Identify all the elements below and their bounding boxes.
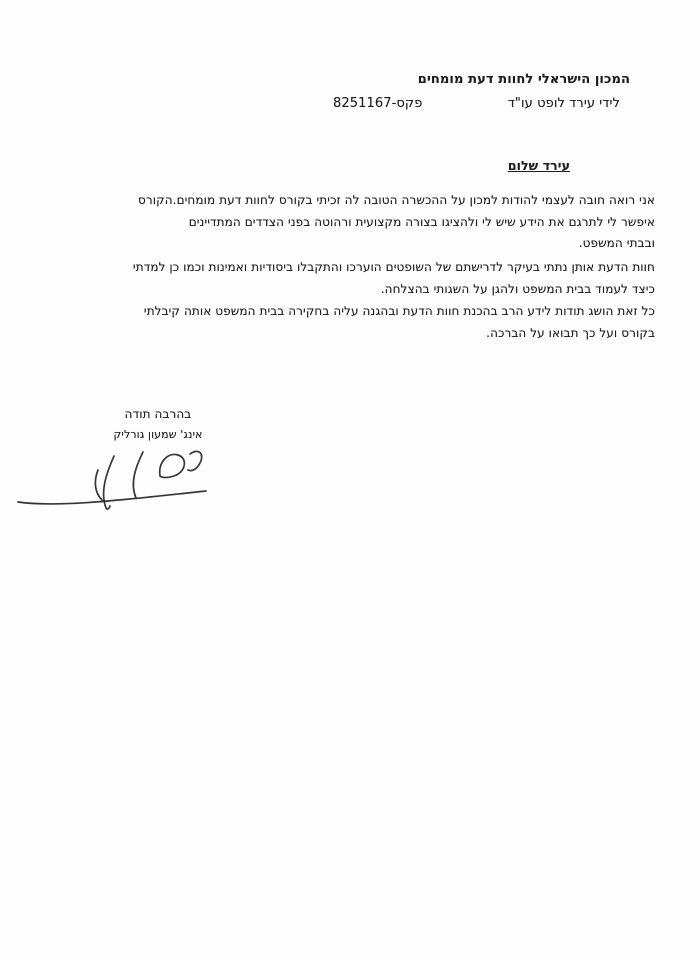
body-line: בקורס ועל כך תבואו על הברכה. — [486, 325, 655, 340]
letter-addressee: לידי עירד לופט עו"ד — [507, 96, 620, 111]
letter-header-organization: המכון הישראלי לחוות דעת מומחים — [417, 72, 630, 87]
closing-thanks: בהרבה תודה — [124, 407, 192, 421]
letter-header-recipient-row — [333, 96, 620, 111]
body-line: כל זאת הושג תודות לידע הרב בהכנת חוות הדעת ובהגנה עליה בחקירה בבית המשפט אותה קיבלתי — [143, 304, 655, 318]
body-line: איפשר לי לתרגם את הידע שיש לי ולהציגו בצורה מקצועית ורהוטה בפני הצדדים המתדיינים — [188, 214, 655, 229]
body-paragraph-1 — [42, 190, 655, 255]
body-line: ובבתי המשפט. — [578, 236, 655, 250]
body-paragraph-2 — [42, 257, 655, 300]
body-line: חוות הדעת אותן נתתי בעיקר לדרישתם של השופטים הוערכו והתקבלו ביסודיות ואמינות וכמו כן למדתי — [132, 260, 655, 274]
letter-fax-number: פקס-8251167 — [333, 96, 423, 111]
handwritten-signature-icon — [10, 446, 210, 510]
body-line: אני רואה חובה לעצמי להודות למכון על ההכשרה הטובה לה זכיתי בקורס לחוות דעת מומחים.הקורס — [137, 193, 655, 207]
letter-closing-block — [96, 407, 220, 441]
body-line: כיצד לעמוד בבית המשפט ולהגן על השגותי בהצלחה. — [380, 281, 655, 296]
letter-salutation: עירד שלום — [507, 158, 570, 173]
body-paragraph-3 — [42, 301, 655, 344]
closing-signatory-name: אינג' שמעון גורליק — [113, 428, 203, 441]
